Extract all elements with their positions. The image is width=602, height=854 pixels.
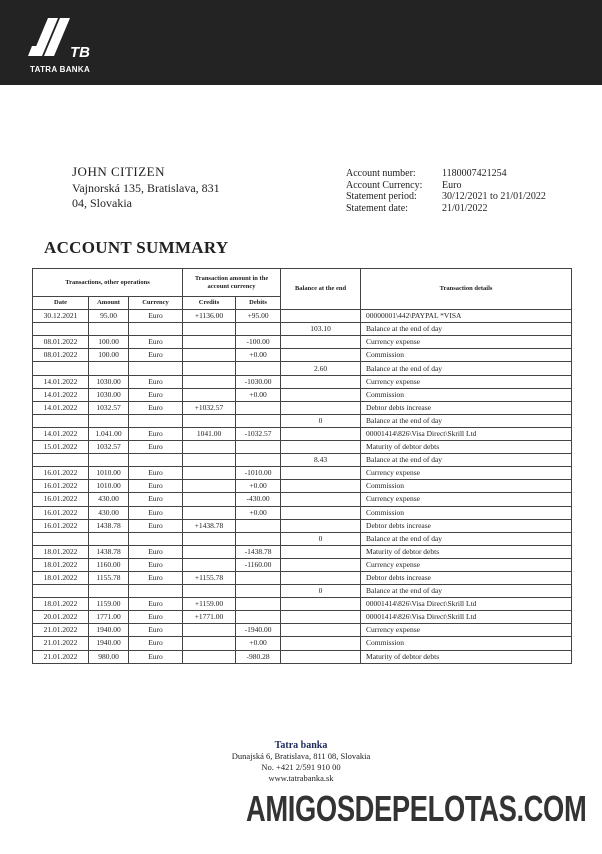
cell-details: Commission: [361, 349, 572, 362]
account-info-value: 30/12/2021 to 21/01/2022: [442, 191, 546, 202]
cell-amount: 1.041.00: [89, 427, 129, 440]
account-info-row: [346, 191, 546, 203]
cell-details: 00001414\826\Visa Direct\Skrill Ltd: [361, 598, 572, 611]
cell-amount: 1940.00: [89, 637, 129, 650]
cell-debits: [236, 454, 281, 467]
header-debits: Debits: [236, 297, 281, 310]
cell-balance: [281, 611, 361, 624]
cell-date: 14.01.2022: [33, 375, 89, 388]
cell-debits: +0.00: [236, 349, 281, 362]
watermark-text: AMIGOSDEPELOTAS: [246, 788, 517, 829]
cell-debits: -100.00: [236, 336, 281, 349]
cell-balance: [281, 598, 361, 611]
cell-date: 21.01.2022: [33, 637, 89, 650]
transactions-table: [32, 268, 572, 664]
account-info-row: [346, 168, 546, 180]
header-credits: Credits: [183, 297, 236, 310]
cell-amount: 1438.78: [89, 519, 129, 532]
cell-debits: +95.00: [236, 310, 281, 323]
account-info-value: 21/01/2022: [442, 202, 488, 214]
cell-balance: [281, 441, 361, 454]
cell-date: [33, 362, 89, 375]
cell-date: [33, 532, 89, 545]
cell-credits: [183, 375, 236, 388]
cell-amount: 1032.57: [89, 441, 129, 454]
bank-logo: [28, 16, 98, 76]
cell-date: 08.01.2022: [33, 336, 89, 349]
cell-date: 16.01.2022: [33, 506, 89, 519]
cell-currency: Euro: [129, 467, 183, 480]
table-row: [33, 519, 572, 532]
table-row: [33, 637, 572, 650]
cell-credits: [183, 388, 236, 401]
cell-credits: [183, 467, 236, 480]
table-row: [33, 467, 572, 480]
account-info-label: Account Currency:: [346, 179, 423, 191]
cell-amount: 980.00: [89, 650, 129, 663]
cell-details: 00001414\826\Visa Direct\Skrill Ltd: [361, 611, 572, 624]
cell-debits: [236, 414, 281, 427]
cell-amount: 1155.78: [89, 571, 129, 584]
footer-website: www.tatrabanka.sk: [268, 773, 334, 783]
cell-amount: 1771.00: [89, 611, 129, 624]
header-operations: Transactions, other operations: [33, 269, 183, 297]
cell-details: Balance at the end of day: [361, 362, 572, 375]
cell-debits: [236, 519, 281, 532]
cell-balance: 2.60: [281, 362, 361, 375]
cell-credits: [183, 414, 236, 427]
account-holder: [72, 164, 272, 211]
table-row: [33, 585, 572, 598]
account-info-value: Euro: [442, 179, 462, 191]
cell-debits: -980.28: [236, 650, 281, 663]
cell-balance: 103.10: [281, 323, 361, 336]
cell-amount: [89, 362, 129, 375]
cell-currency: Euro: [129, 545, 183, 558]
cell-date: 14.01.2022: [33, 427, 89, 440]
cell-details: Balance at the end of day: [361, 532, 572, 545]
cell-amount: 100.00: [89, 349, 129, 362]
cell-date: 18.01.2022: [33, 598, 89, 611]
cell-credits: [183, 493, 236, 506]
cell-amount: [89, 414, 129, 427]
cell-balance: [281, 310, 361, 323]
cell-details: Debtor debts increase: [361, 519, 572, 532]
cell-date: 20.01.2022: [33, 611, 89, 624]
holder-address-line1: Vajnorská 135, Bratislava, 831: [72, 181, 220, 195]
watermark-suffix: .COM: [516, 788, 587, 829]
cell-credits: [183, 650, 236, 663]
header-balance: Balance at the end: [281, 269, 361, 310]
cell-balance: 0: [281, 414, 361, 427]
cell-balance: [281, 558, 361, 571]
summary-title: ACCOUNT SUMMARY: [44, 238, 229, 257]
table-row: [33, 493, 572, 506]
cell-debits: [236, 571, 281, 584]
table-row: [33, 611, 572, 624]
cell-date: [33, 454, 89, 467]
cell-debits: -1030.00: [236, 375, 281, 388]
cell-currency: Euro: [129, 650, 183, 663]
stripes-icon: [28, 16, 72, 60]
cell-balance: [281, 545, 361, 558]
table-row: [33, 362, 572, 375]
cell-date: 15.01.2022: [33, 441, 89, 454]
cell-balance: [281, 480, 361, 493]
cell-balance: [281, 401, 361, 414]
table-row: [33, 310, 572, 323]
cell-balance: [281, 571, 361, 584]
cell-currency: Euro: [129, 611, 183, 624]
cell-debits: +0.00: [236, 388, 281, 401]
cell-balance: [281, 519, 361, 532]
cell-amount: 430.00: [89, 493, 129, 506]
table-row: [33, 571, 572, 584]
cell-details: Currency expense: [361, 558, 572, 571]
cell-debits: [236, 532, 281, 545]
cell-balance: [281, 336, 361, 349]
cell-balance: [281, 427, 361, 440]
cell-date: 16.01.2022: [33, 519, 89, 532]
cell-details: Currency expense: [361, 467, 572, 480]
cell-date: 18.01.2022: [33, 571, 89, 584]
account-info-value: 1180007421254: [442, 168, 507, 179]
cell-details: Balance at the end of day: [361, 585, 572, 598]
table-row: [33, 558, 572, 571]
cell-credits: +1136.00: [183, 310, 236, 323]
cell-currency: Euro: [129, 375, 183, 388]
cell-details: Currency expense: [361, 375, 572, 388]
cell-balance: 8.43: [281, 454, 361, 467]
cell-credits: [183, 349, 236, 362]
cell-debits: +0.00: [236, 506, 281, 519]
cell-credits: [183, 558, 236, 571]
cell-credits: +1771.00: [183, 611, 236, 624]
cell-details: Maturity of debtor debts: [361, 545, 572, 558]
table-row: [33, 323, 572, 336]
table-row: [33, 454, 572, 467]
header-amount-currency: Transaction amount in the account currency: [183, 269, 281, 297]
cell-balance: [281, 467, 361, 480]
cell-currency: Euro: [129, 336, 183, 349]
cell-currency: Euro: [129, 558, 183, 571]
cell-amount: [89, 532, 129, 545]
cell-date: 16.01.2022: [33, 480, 89, 493]
cell-credits: [183, 323, 236, 336]
cell-currency: [129, 532, 183, 545]
cell-credits: +1159.00: [183, 598, 236, 611]
cell-currency: [129, 454, 183, 467]
cell-credits: [183, 532, 236, 545]
account-info-row: [346, 180, 546, 192]
cell-credits: +1438.78: [183, 519, 236, 532]
account-info-row: [346, 203, 546, 215]
cell-date: 08.01.2022: [33, 349, 89, 362]
footer-bank-name: Tatra banka: [274, 740, 328, 751]
cell-details: Debtor debts increase: [361, 571, 572, 584]
cell-balance: 0: [281, 532, 361, 545]
cell-debits: -430.00: [236, 493, 281, 506]
table-row: [33, 414, 572, 427]
cell-credits: +1155.78: [183, 571, 236, 584]
cell-debits: +0.00: [236, 637, 281, 650]
cell-currency: Euro: [129, 637, 183, 650]
cell-balance: 0: [281, 585, 361, 598]
cell-date: 21.01.2022: [33, 624, 89, 637]
cell-amount: 1010.00: [89, 480, 129, 493]
cell-details: 00001414\826\Visa Direct\Skrill Ltd: [361, 427, 572, 440]
cell-currency: [129, 362, 183, 375]
cell-debits: -1032.57: [236, 427, 281, 440]
cell-details: Commission: [361, 388, 572, 401]
cell-currency: [129, 585, 183, 598]
cell-amount: 1010.00: [89, 467, 129, 480]
cell-debits: [236, 585, 281, 598]
cell-date: 14.01.2022: [33, 401, 89, 414]
cell-amount: 100.00: [89, 336, 129, 349]
cell-amount: 1438.78: [89, 545, 129, 558]
cell-credits: [183, 585, 236, 598]
table-row: [33, 598, 572, 611]
cell-currency: Euro: [129, 441, 183, 454]
cell-credits: [183, 336, 236, 349]
cell-debits: -1160.00: [236, 558, 281, 571]
header-date: Date: [33, 297, 89, 310]
cell-balance: [281, 388, 361, 401]
cell-currency: [129, 414, 183, 427]
cell-amount: 1030.00: [89, 375, 129, 388]
cell-amount: 1030.00: [89, 388, 129, 401]
cell-debits: -1010.00: [236, 467, 281, 480]
table-row: [33, 441, 572, 454]
cell-date: 30.12.2021: [33, 310, 89, 323]
footer-phone: No. +421 2/591 910 00: [261, 762, 341, 772]
cell-currency: Euro: [129, 571, 183, 584]
cell-balance: [281, 493, 361, 506]
cell-details: Balance at the end of day: [361, 454, 572, 467]
cell-balance: [281, 506, 361, 519]
header-currency: Currency: [129, 297, 183, 310]
cell-credits: [183, 454, 236, 467]
bank-name: TATRA BANKA: [30, 65, 91, 74]
cell-amount: 430.00: [89, 506, 129, 519]
holder-name: JOHN CITIZEN: [72, 164, 166, 179]
cell-currency: Euro: [129, 349, 183, 362]
cell-currency: Euro: [129, 598, 183, 611]
cell-debits: [236, 598, 281, 611]
cell-date: 18.01.2022: [33, 558, 89, 571]
cell-balance: [281, 349, 361, 362]
table-row: [33, 401, 572, 414]
footer-address: Dunajská 6, Bratislava, 811 08, Slovakia: [231, 751, 371, 761]
holder-address-line2: 04, Slovakia: [72, 196, 132, 210]
cell-balance: [281, 650, 361, 663]
header-details: Transaction details: [361, 269, 572, 310]
cell-currency: Euro: [129, 388, 183, 401]
cell-amount: 1940.00: [89, 624, 129, 637]
footer: [0, 740, 602, 784]
cell-date: 16.01.2022: [33, 493, 89, 506]
cell-details: Currency expense: [361, 493, 572, 506]
table-row: [33, 506, 572, 519]
cell-credits: [183, 637, 236, 650]
cell-currency: [129, 323, 183, 336]
cell-currency: Euro: [129, 493, 183, 506]
cell-date: 18.01.2022: [33, 545, 89, 558]
cell-debits: +0.00: [236, 480, 281, 493]
cell-currency: Euro: [129, 427, 183, 440]
cell-date: [33, 414, 89, 427]
header-bar: [0, 0, 602, 85]
cell-amount: 1159.00: [89, 598, 129, 611]
cell-details: Debtor debts increase: [361, 401, 572, 414]
cell-amount: 1160.00: [89, 558, 129, 571]
cell-details: 00000001\442\PAYPAL *VISA: [361, 310, 572, 323]
cell-amount: 95.00: [89, 310, 129, 323]
table-row: [33, 349, 572, 362]
cell-details: Commission: [361, 480, 572, 493]
cell-currency: Euro: [129, 480, 183, 493]
cell-debits: [236, 362, 281, 375]
cell-balance: [281, 637, 361, 650]
cell-currency: Euro: [129, 506, 183, 519]
cell-amount: [89, 323, 129, 336]
table-row: [33, 427, 572, 440]
cell-debits: -1438.78: [236, 545, 281, 558]
cell-debits: -1940.00: [236, 624, 281, 637]
cell-currency: Euro: [129, 310, 183, 323]
cell-details: Commission: [361, 637, 572, 650]
cell-details: Currency expense: [361, 624, 572, 637]
watermark: [246, 788, 586, 830]
cell-credits: [183, 545, 236, 558]
cell-debits: [236, 611, 281, 624]
account-info-label: Statement period:: [346, 191, 417, 202]
cell-credits: [183, 624, 236, 637]
table-row: [33, 388, 572, 401]
cell-credits: [183, 480, 236, 493]
logo-tb: TB: [70, 44, 90, 61]
cell-credits: [183, 441, 236, 454]
cell-debits: [236, 401, 281, 414]
cell-details: Maturity of debtor debts: [361, 650, 572, 663]
cell-amount: [89, 585, 129, 598]
cell-date: 14.01.2022: [33, 388, 89, 401]
cell-amount: 1032.57: [89, 401, 129, 414]
cell-balance: [281, 624, 361, 637]
cell-date: 16.01.2022: [33, 467, 89, 480]
cell-amount: [89, 454, 129, 467]
transactions-body: [33, 310, 572, 664]
table-row: [33, 336, 572, 349]
cell-currency: Euro: [129, 401, 183, 414]
header-amount: Amount: [89, 297, 129, 310]
table-row: [33, 480, 572, 493]
table-row: [33, 624, 572, 637]
cell-credits: 1041.00: [183, 427, 236, 440]
account-info-label: Account number:: [346, 168, 416, 179]
cell-balance: [281, 375, 361, 388]
cell-details: Commission: [361, 506, 572, 519]
cell-details: Maturity of debtor debts: [361, 441, 572, 454]
cell-date: [33, 585, 89, 598]
cell-debits: [236, 441, 281, 454]
table-row: [33, 532, 572, 545]
cell-debits: [236, 323, 281, 336]
cell-date: 21.01.2022: [33, 650, 89, 663]
table-row: [33, 650, 572, 663]
table-row: [33, 375, 572, 388]
cell-credits: [183, 362, 236, 375]
cell-details: Currency expense: [361, 336, 572, 349]
cell-details: Balance at the end of day: [361, 323, 572, 336]
cell-currency: Euro: [129, 519, 183, 532]
cell-currency: Euro: [129, 624, 183, 637]
account-info: [346, 168, 546, 214]
cell-credits: [183, 506, 236, 519]
cell-credits: +1032.57: [183, 401, 236, 414]
cell-date: [33, 323, 89, 336]
cell-details: Balance at the end of day: [361, 414, 572, 427]
table-row: [33, 545, 572, 558]
account-info-label: Statement date:: [346, 202, 408, 214]
